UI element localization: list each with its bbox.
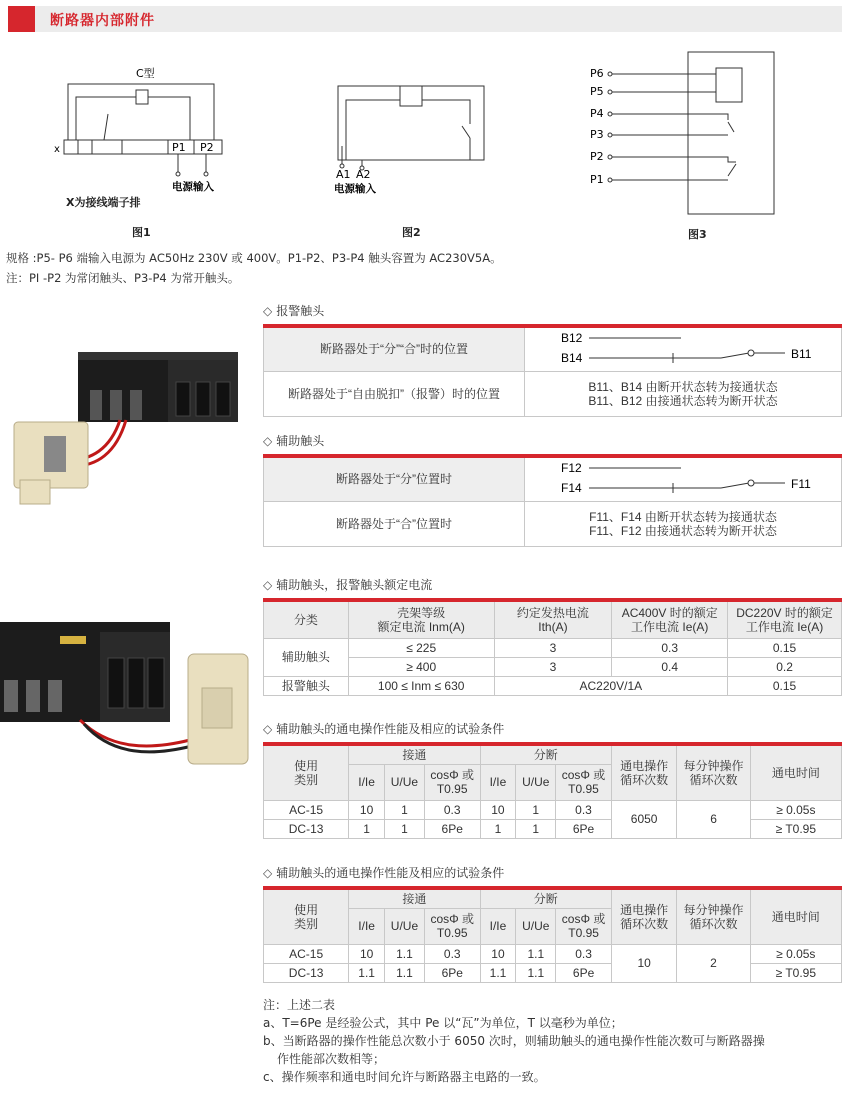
rated-alarm-label: 报警触头 bbox=[264, 676, 349, 695]
fig2-a1: A1 bbox=[336, 168, 351, 181]
fig3-p6: P6 bbox=[590, 67, 604, 80]
spec-line-1: 规格 :P5- P6 端输入电源为 AC50Hz 230V 或 400V。P1-P2、P3-P4 触头容置为 AC230V5A。 bbox=[6, 251, 502, 265]
fig2-power-label: 电源输入 bbox=[334, 183, 376, 195]
alarm-section-title: ◇ 报警触头 bbox=[263, 304, 325, 318]
aux-wire-bot: F14 bbox=[561, 481, 582, 496]
fig1-power-label: 电源输入 bbox=[172, 181, 214, 193]
fig3-p5: P5 bbox=[590, 85, 604, 98]
fig1-p2: P2 bbox=[200, 141, 214, 154]
rated-aux-label: 辅助触头 bbox=[264, 638, 349, 676]
perf1-per-min: 6 bbox=[677, 800, 750, 838]
note-a: a、T=6Pe 是经验公式，其中 Pe 以“瓦”为单位，T 以毫秒为单位； bbox=[263, 1016, 623, 1030]
rated-section-title: ◇ 辅助触头，报警触头额定电流 bbox=[263, 578, 433, 592]
fig2-a2: A2 bbox=[356, 168, 371, 181]
alarm-row1-label: 断路器处于“分”“合”时的位置 bbox=[264, 326, 525, 371]
figure-1 bbox=[52, 64, 242, 194]
fig3-p3: P3 bbox=[590, 128, 604, 141]
fig1-p1: P1 bbox=[172, 141, 186, 154]
figure-3 bbox=[588, 48, 788, 218]
fig3-p4: P4 bbox=[590, 107, 604, 120]
alarm-wire-right: B11 bbox=[791, 347, 812, 362]
aux-section-title: ◇ 辅助触头 bbox=[263, 434, 325, 448]
alarm-wire-top: B12 bbox=[561, 331, 583, 346]
perf1-cycles: 6050 bbox=[611, 800, 677, 838]
aux-wire-right: F11 bbox=[791, 477, 811, 492]
alarm-wire-bot: B14 bbox=[561, 351, 583, 366]
section-header bbox=[8, 6, 842, 32]
note-b-1: b、当断路器的操作性能总次数小于 6050 次时，则辅助触头的通电操作性能次数可与断路器操 bbox=[263, 1034, 765, 1048]
alarm-row2-label: 断路器处于“自由脱扣”（报警）时的位置 bbox=[264, 371, 525, 416]
aux-row2-line2: F11、F12 由接通状态转为断开状态 bbox=[589, 523, 777, 538]
perf1-table: 使用 类别 接通 分断 通电操作 循环次数 每分钟操作 循环次数 通电时间 I/Ie U/Ue cosΦ 或 T0.95 I/Ie U/Ue cosΦ 或 T0.95 AC-15 10 1 0.3 10 1 0.3 6050 6 ≥ 0.05s DC-13 1 1 6Pe 1 1 6Pe ≥ T0.95 bbox=[263, 742, 842, 839]
alarm-contact-table bbox=[263, 324, 842, 417]
alarm-row2-line1: B11、B14 由断开状态转为接通状态 bbox=[588, 379, 778, 394]
aux-wiring-diagram bbox=[525, 456, 842, 501]
fig2-caption: 图2 bbox=[402, 226, 421, 239]
alarm-row2-line2: B11、B12 由接通状态转为断开状态 bbox=[588, 393, 778, 408]
perf2-per-min: 2 bbox=[677, 944, 750, 982]
fig1-caption: 图1 bbox=[132, 226, 151, 239]
note-0: 注：上述二表 bbox=[263, 998, 336, 1012]
header-red-mark bbox=[8, 6, 35, 32]
aux-row2-line1: F11、F14 由断开状态转为接通状态 bbox=[589, 509, 777, 524]
alarm-wiring-diagram bbox=[525, 326, 842, 371]
fig3-caption: 图3 bbox=[688, 228, 707, 241]
rated-h-category: 分类 bbox=[264, 600, 349, 638]
notes bbox=[263, 996, 765, 1086]
perf2-table: 使用 类别 接通 分断 通电操作 循环次数 每分钟操作 循环次数 通电时间 I/Ie U/Ue cosΦ 或 T0.95 I/Ie U/Ue cosΦ 或 T0.95 AC-15 10 1.1 0.3 10 1.1 0.3 10 2 ≥ 0.05s DC-13 1.1 1.1 6Pe 1.1 1.1 6Pe ≥ T0.95 bbox=[263, 886, 842, 983]
perf2-cycles: 10 bbox=[611, 944, 676, 982]
note-c: c、操作频率和通电时间允许与断路器主电路的一致。 bbox=[263, 1070, 546, 1084]
section-title: 断路器内部附件 bbox=[50, 13, 155, 29]
fig3-p1: P1 bbox=[590, 173, 604, 186]
alarm-contact-photo bbox=[0, 330, 255, 510]
rated-current-table: 分类 壳架等级 额定电流 Inm(A) 约定发热电流 Ith(A) AC400V 时的额定 工作电流 Ie(A) DC220V 时的额定 工作电流 Ie(A) 辅助触头 ≤ 225 3 0.3 0.15 ≥ 400 3 0.4 0.2 报警触头 100 ≤ Inm ≤ 630 AC220V/1A 0.15 bbox=[263, 598, 842, 696]
fig1-terminal-label: X为接线端子排 bbox=[66, 196, 141, 209]
note-b-2: 作性能部次数相等； bbox=[277, 1052, 386, 1066]
aux-row2-label: 断路器处于“合”位置时 bbox=[264, 501, 525, 546]
aux-row1-label: 断路器处于“分”位置时 bbox=[264, 456, 525, 501]
aux-contact-photo bbox=[0, 600, 255, 790]
perf1-section-title: ◇ 辅助触头的通电操作性能及相应的试验条件 bbox=[263, 722, 505, 736]
figure-2 bbox=[332, 80, 492, 200]
aux-wire-top: F12 bbox=[561, 461, 582, 476]
aux-contact-table bbox=[263, 454, 842, 547]
fig1-x-label: x bbox=[54, 144, 60, 155]
perf2-section-title: ◇ 辅助触头的通电操作性能及相应的试验条件 bbox=[263, 866, 505, 880]
fig1-c-label: C型 bbox=[136, 67, 155, 80]
fig3-p2: P2 bbox=[590, 150, 604, 163]
spec-line-2: 注：PI -P2 为常闭触头、P3-P4 为常开触头。 bbox=[6, 271, 240, 285]
